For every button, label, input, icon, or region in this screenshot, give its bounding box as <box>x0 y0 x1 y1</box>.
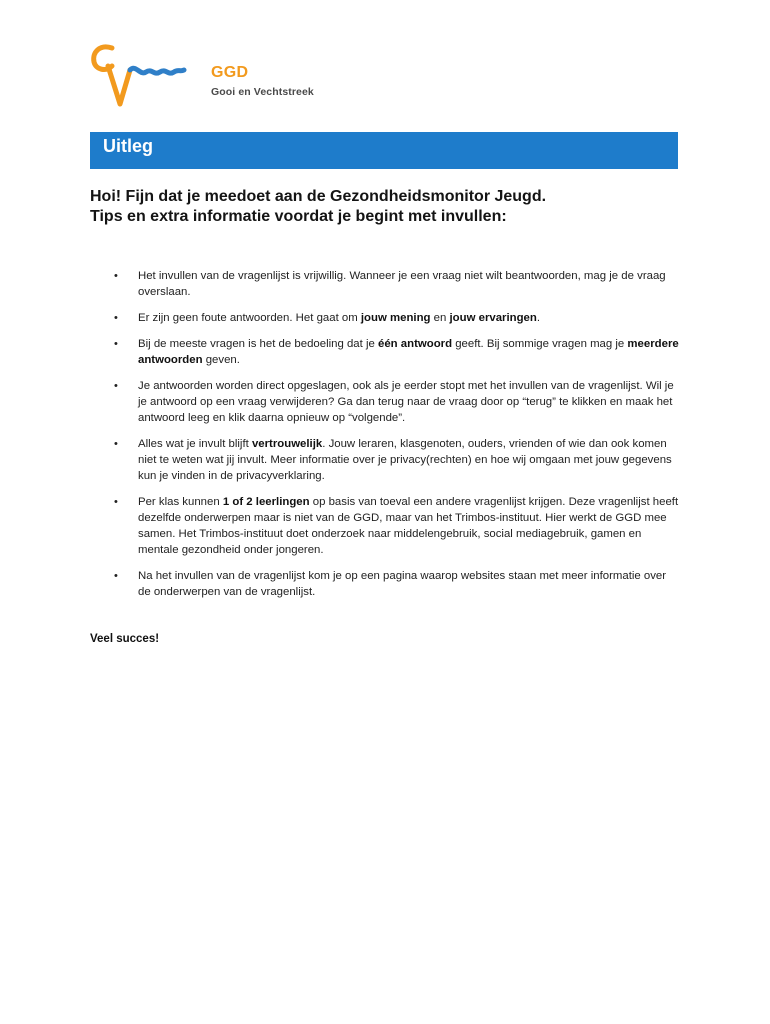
intro-subheading: Tips en extra informatie voordat je begint met invullen: <box>90 208 507 225</box>
bullet-icon: • <box>114 312 118 324</box>
emphasis-text: één antwoord <box>378 338 453 350</box>
tip-text: op basis van toeval een andere vragenlijst krijgen. Deze vragenlijst heeft dezelfde onderwerpen maar is niet van de GGD, maar van het Trimbos-instituut. Hier werkt de GGD mee samen. Het Trimbos-instituut doet onderzoek naar middelengebruik, social mediagebruik, gamen en mentale gezondheid onder jongeren. <box>138 496 679 556</box>
ggd-logo <box>90 42 350 108</box>
tip-text: Alles wat je invult blijft <box>138 438 252 450</box>
list-item <box>110 378 680 426</box>
list-item <box>110 268 680 300</box>
ggd-wave-logo-icon <box>90 42 200 108</box>
brand-name: GGD <box>211 64 249 81</box>
emphasis-text: meerdere antwoorden <box>138 338 679 366</box>
tip-text: Bij de meeste vragen is het de bedoeling dat je <box>138 338 378 350</box>
emphasis-text: jouw mening <box>360 312 431 324</box>
banner-title: Uitleg <box>103 136 154 156</box>
emphasis-text: jouw ervaringen <box>449 312 537 324</box>
list-item <box>110 436 680 484</box>
tip-text: Je antwoorden worden direct opgeslagen, ook als je eerder stopt met het invullen van de vragenlijst. Wil je je antwoord op een vraag verwijderen? Ga dan terug naar de vraag door op “terug” te klikken en maak het antwoord leeg en klik daarna opnieuw op “volgende”. <box>138 380 674 424</box>
bullet-icon: • <box>114 380 118 392</box>
tip-text: . <box>536 312 541 324</box>
tip-text: Per klas kunnen <box>138 496 223 508</box>
bullet-icon: • <box>114 338 118 350</box>
bullet-icon: • <box>114 570 118 582</box>
intro-text <box>90 187 690 227</box>
bullet-icon: • <box>114 270 118 282</box>
tip-text: Het invullen van de vragenlijst is vrijwillig. Wanneer je een vraag niet wilt beantwoorden, mag je de vraag overslaan. <box>138 270 666 298</box>
tip-text: Na het invullen van de vragenlijst kom je op een pagina waarop websites staan met meer informatie over de onderwerpen van de vragenlijst. <box>138 570 667 598</box>
emphasis-text: vertrouwelijk <box>251 438 323 450</box>
section-banner <box>90 132 678 169</box>
tip-text: en <box>430 312 450 324</box>
closing-text: Veel succes! <box>90 633 160 645</box>
tips-list <box>110 268 680 610</box>
tip-text: Er zijn geen foute antwoorden. Het gaat om <box>138 312 361 324</box>
brand-region: Gooi en Vechtstreek <box>211 86 314 98</box>
list-item <box>110 568 680 600</box>
list-item <box>110 310 680 326</box>
tip-text: . Jouw leraren, klasgenoten, ouders, vrienden of wie dan ook komen niet te weten wat jij invult. Meer informatie over je privacy(rechten) en hoe wij omgaan met jouw gegevens kun je vinden in de privacyverklaring. <box>138 438 672 482</box>
list-item <box>110 494 680 558</box>
bullet-icon: • <box>114 438 118 450</box>
list-item <box>110 336 680 368</box>
tip-text: geeft. Bij sommige vragen mag je <box>452 338 628 350</box>
intro-greeting: Hoi! Fijn dat je meedoet aan de Gezondheidsmonitor Jeugd. <box>90 188 547 205</box>
emphasis-text: 1 of 2 leerlingen <box>222 496 310 508</box>
bullet-icon: • <box>114 496 118 508</box>
tip-text: geven. <box>202 354 240 366</box>
